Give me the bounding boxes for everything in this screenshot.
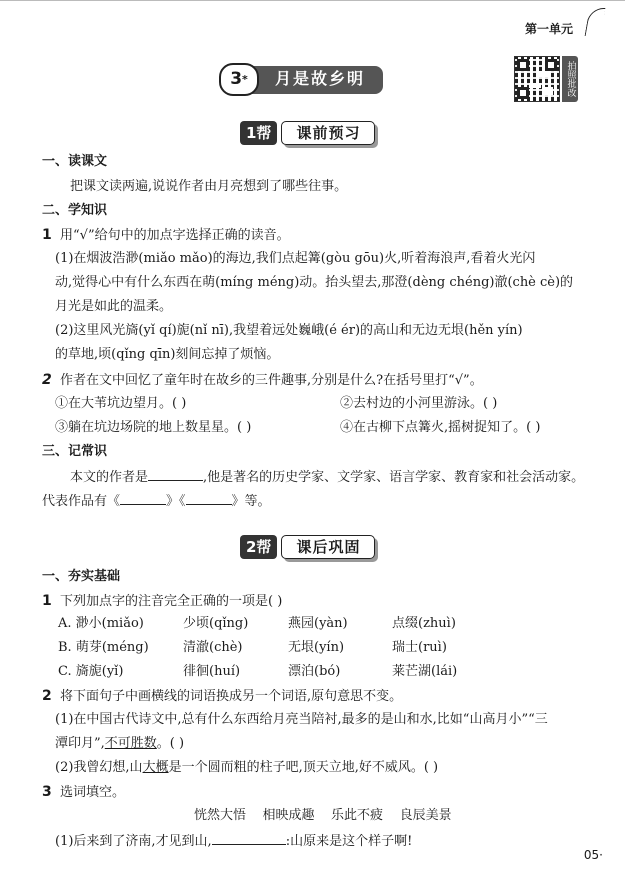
question-1: 1 用“√”给句中的加点字选择正确的读音。 xyxy=(42,227,290,243)
work-blank-2[interactable] xyxy=(186,491,232,505)
heading-read: 一、读课文 xyxy=(42,154,108,169)
q1-sentence-1b: 动,觉得心中有什么东西在萌(míng méng)动。抬头望去,那澄(dèng chéng)澈(chè cè)的 xyxy=(55,275,574,290)
unit-label: 第一单元 xyxy=(524,22,573,36)
author-blank[interactable] xyxy=(148,467,203,481)
lesson-title: 月是故乡明 xyxy=(249,66,383,94)
q2-sentence-1a: (1)在中国古代诗文中,总有什么东西给月亮当陪衬,最多的是山和水,比如“山高月小”“三 xyxy=(55,712,548,727)
qr-code-icon[interactable] xyxy=(514,56,560,102)
read-instruction: 把课文读两遍,说说作者由月亮想到了哪些往事。 xyxy=(70,179,348,194)
common-sense-line-2: 代表作品有《 》《 》等。 xyxy=(42,491,271,511)
page-number: 05· xyxy=(583,848,603,863)
heading-basics: 一、夯实基础 xyxy=(42,569,121,584)
work-blank-1[interactable] xyxy=(120,491,166,505)
lesson-heading xyxy=(219,63,383,96)
heading-knowledge: 三、记常识 xyxy=(42,444,108,459)
q2-option-4[interactable]: ④在古柳下点篝火,摇树捉知了。( ) xyxy=(340,420,541,435)
s2-question-2: 2 将下面句子中画横线的词语换成另一个词语,原句意思不变。 xyxy=(42,688,403,704)
q2-option-3[interactable]: ③躺在坑边场院的地上数星星。( ) xyxy=(55,420,252,435)
section1-title: 课前预习 xyxy=(281,121,375,145)
section1-number: 1帮 xyxy=(240,121,277,145)
q1-sentence-2b: 的草地,顷(qǐng qīn)刻间忘掉了烦恼。 xyxy=(55,347,280,362)
section1-banner xyxy=(240,120,375,146)
q2-option-2[interactable]: ②去村边的小河里游泳。( ) xyxy=(340,396,498,411)
q2-sentence-1b: 潭印月”,不可胜数。( ) xyxy=(55,736,185,751)
lesson-number: 3 * xyxy=(219,63,259,96)
question-2: 2 作者在文中回忆了童年时在故乡的三件趣事,分别是什么?在括号里打“√”。 xyxy=(42,372,483,388)
q1-sentence-2a: (2)这里风光旖(yǐ qí)旎(nǐ nī),我望着远处巍峨(é ér)的高山和无边无垠(hěn yín) xyxy=(55,323,523,338)
q2-sentence-2: (2)我曾幻想,山大概是一个圆而粗的柱子吧,顶天立地,好不威风。( ) xyxy=(55,760,439,775)
qr-label: 拍照批改 xyxy=(562,56,578,102)
q1-sentence-1a: (1)在烟波浩渺(miǎo mǎo)的海边,我们点起篝(gòu gōu)火,听着海浪声,看着火光闪 xyxy=(55,251,536,266)
s2-question-3: 3 选词填空。 xyxy=(42,784,126,800)
section2-banner xyxy=(240,534,375,560)
q2-option-1[interactable]: ①在大苇坑边望月。( ) xyxy=(55,396,187,411)
q3-sentence-1: (1)后来到了济南,才见到山, :山原来是这个样子啊! xyxy=(55,831,412,851)
section2-title: 课后巩固 xyxy=(281,535,375,559)
heading-learn: 二、学知识 xyxy=(42,203,108,218)
s2-question-1: 1 下列加点字的注音完全正确的一项是( ) xyxy=(42,593,283,609)
q1-sentence-1c: 月光是如此的温柔。 xyxy=(55,299,173,314)
fill-blank[interactable] xyxy=(212,831,286,845)
top-rule xyxy=(0,0,625,1)
section2-number: 2帮 xyxy=(240,535,277,559)
common-sense-line-1: 本文的作者是 ,他是著名的历史学家、文学家、语言学家、教育家和社会活动家。 xyxy=(70,467,584,487)
word-choices: 恍然大悟 相映成趣 乐此不疲 良辰美景 xyxy=(194,808,452,823)
corner-tab-decoration xyxy=(585,8,606,36)
